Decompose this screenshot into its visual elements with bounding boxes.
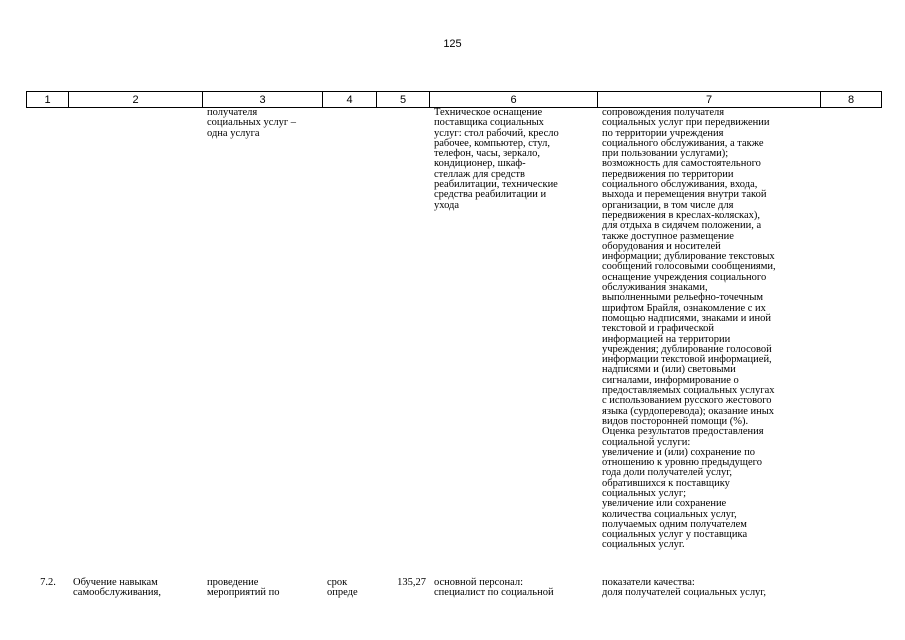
term-cell: срок опреде <box>327 577 358 599</box>
header-col-6: 6 <box>430 92 598 108</box>
conditions-cell <box>821 108 882 579</box>
staffing-cell: основной персонал: специалист по социальной <box>434 577 554 599</box>
services-table <box>26 91 882 599</box>
service-description-cell: получателя социальных услуг – одна услуга <box>207 107 297 139</box>
table-row <box>27 108 882 579</box>
row-number-cell <box>27 108 69 579</box>
service-name-cell <box>69 108 203 579</box>
row-number-cell: 7.2. <box>40 577 56 588</box>
header-row <box>27 92 882 108</box>
page-number: 125 <box>443 38 462 50</box>
conditions-cell <box>821 578 882 599</box>
service-description-cell: проведение мероприятий по <box>207 577 280 599</box>
tariff-cell <box>377 108 430 579</box>
tariff-cell: 135,27 <box>397 577 426 588</box>
term-cell <box>323 108 377 579</box>
header-col-1: 1 <box>27 92 69 108</box>
header-col-8: 8 <box>821 92 882 108</box>
quality-indicators-cell: сопровождения получателя социальных услуг при передвижении по территории учреждения социального обслуживания, а также при пользовании услугами); возможность для самостоятельного передвижения по территории социального обслуживания, входа, выхода и перемещения внутри такой организации, в том числе для передвижения в креслах-колясках), для отдыха в сидячем положении, а также доступное размещение оборудования и носителей информации; дублирование текстовых сообщений голосовыми сообщениями, оснащение учреждения социального обслуживания знаками, выполненными рельефно-точечным шрифтом Брайля, ознакомление с их помощью надписями, знаками и иной текстовой и графической информацией на территории учреждения; дублирование голосовой информации текстовой информацией, надписями и (или) световыми сигналами, информирование о предоставляемых социальных услугах с использованием русского жестового языка (сурдоперевода); оказание иных видов посторонней помощи (%). Оценка результатов предоставления социальной услуги: увеличение и (или) сохранение по отношению к уровню предыдущего года доли получателей услуг, обратившихся к поставщику социальных услуг; увеличение или сохранение количества социальных услуг, получаемых одним получателем социальных услуг у поставщика социальных услуг. <box>602 107 776 551</box>
header-col-2: 2 <box>69 92 203 108</box>
quality-indicators-cell: показатели качества: доля получателей социальных услуг, <box>602 577 767 599</box>
header-col-3: 3 <box>203 92 323 108</box>
header-col-5: 5 <box>377 92 430 108</box>
staffing-cell: Техническое оснащение поставщика социальных услуг: стол рабочий, кресло рабочее, компьютер, стул, телефон, часы, зеркало, кондиционер, шкаф- стеллаж для средств реабилитации, технические средства реабилитации и ухода <box>434 107 559 211</box>
header-col-7: 7 <box>598 92 821 108</box>
table-row <box>27 578 882 599</box>
header-col-4: 4 <box>323 92 377 108</box>
service-name-cell: Обучение навыкам самообслуживания, <box>73 577 161 599</box>
